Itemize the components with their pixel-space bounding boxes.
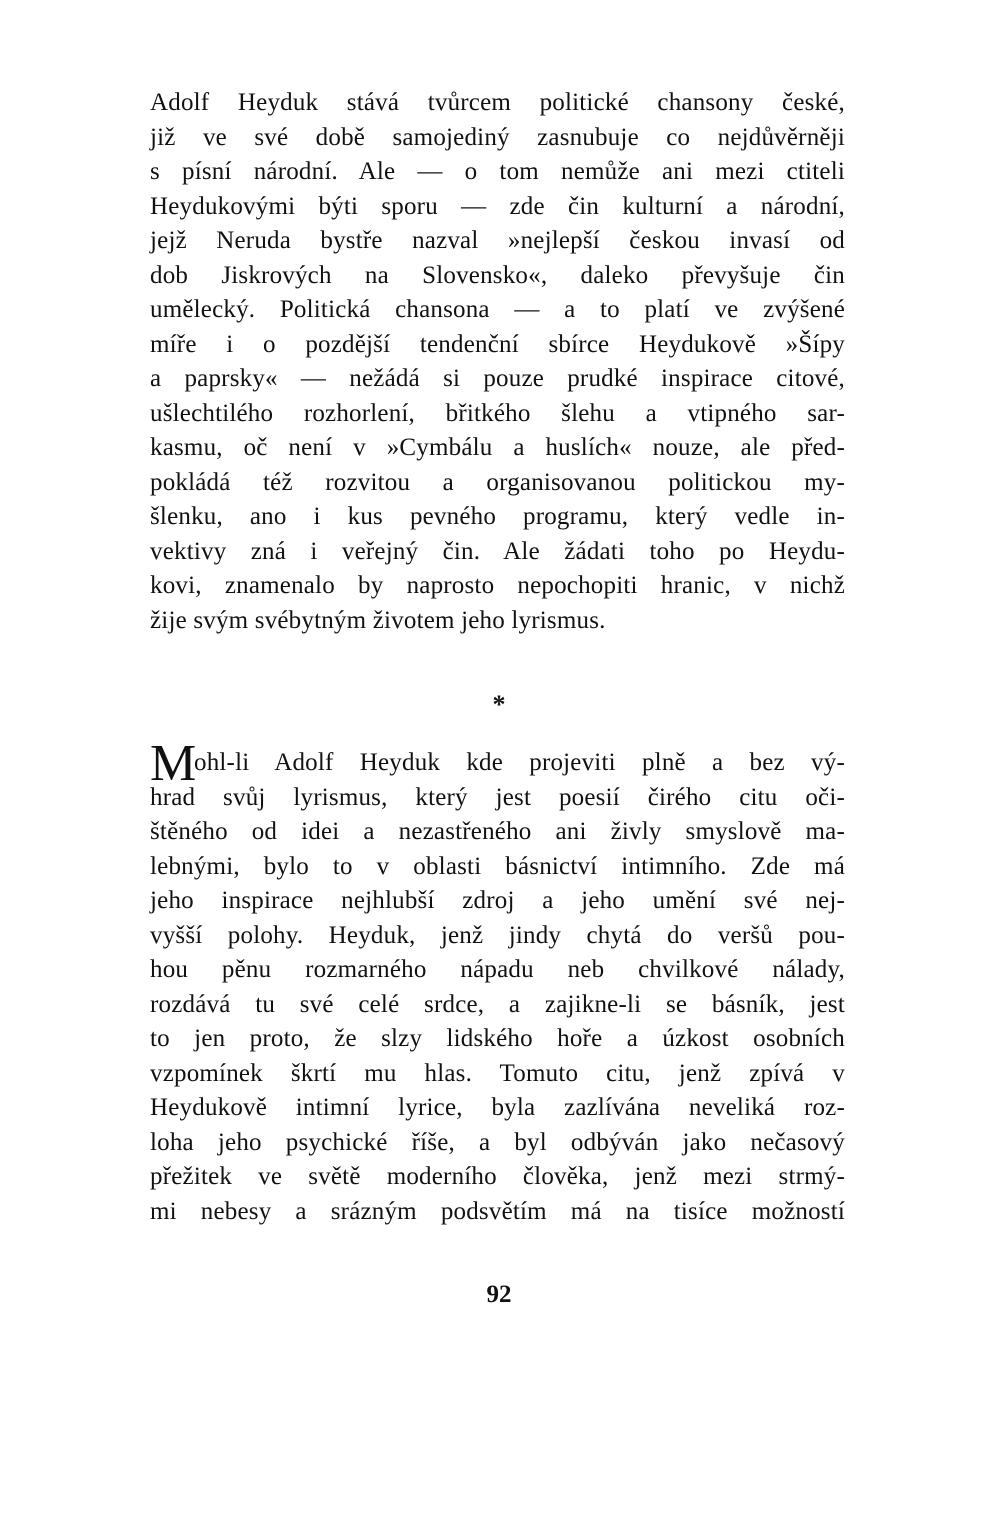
- text-line: kasmu, oč není v »Cymbálu a huslích« nouze, ale před-: [150, 434, 845, 461]
- text-line: jeho inspirace nejhlubší zdroj a jeho umění své nej-: [150, 887, 845, 914]
- text-line: ušlechtilého rozhorlení, břitkého šlehu a vtipného sar-: [150, 399, 845, 427]
- text-line: dob Jiskrových na Slovensko«, daleko převyšuje čin: [150, 261, 845, 289]
- text-line: již ve své době samojediný zasnubuje co nejdůvěrněji: [150, 123, 845, 151]
- text-line: míře i o pozdější tendenční sbírce Heydukově »Šípy: [150, 330, 845, 358]
- text-line: a paprsky« — nežádá si pouze prudké inspirace citové,: [150, 365, 845, 392]
- first-text-line: [150, 735, 845, 792]
- text-line: loha jeho psychické říše, a byl odbýván jako nečasový: [150, 1128, 845, 1156]
- text-line: jejž Neruda bystře nazval »nejlepší českou invasí od: [150, 227, 845, 254]
- paragraph-heyduk-intimate-lyricism: [150, 735, 845, 1229]
- paragraph-heyduk-political-chansons: [150, 86, 845, 638]
- text-line: Heydukově intimní lyrice, byla zazlívána neveliká roz-: [150, 1094, 845, 1121]
- text-line: to jen proto, že slzy lidského hoře a úzkost osobních: [150, 1025, 845, 1052]
- first-line-text: ohl-li Adolf Heyduk kde projeviti plně a bez vý-: [194, 749, 845, 776]
- text-line: umělecký. Politická chansona — a to platí ve zvýšené: [150, 296, 845, 323]
- text-line: vyšší polohy. Heyduk, jenž jindy chytá do veršů pou-: [150, 921, 845, 949]
- text-line: vektivy zná i veřejný čin. Ale žádati toho po Heydu-: [150, 537, 845, 565]
- text-line: lebnými, bylo to v oblasti básnictví intimního. Zde má: [150, 852, 845, 880]
- text-line: mi nebesy a srázným podsvětím má na tisíce možností: [150, 1197, 845, 1225]
- text-line: šlenku, ano i kus pevného programu, který vedle in-: [150, 503, 845, 530]
- text-line: přežitek ve světě moderního člověka, jenž mezi strmý-: [150, 1163, 845, 1190]
- text-line: kovi, znamenalo by naprosto nepochopiti hranic, v nichž: [150, 572, 845, 599]
- text-line: Heydukovými býti sporu — zde čin kulturní a národní,: [150, 192, 845, 220]
- text-line: štěného od idei a nezastřeného ani živly smyslově ma-: [150, 818, 845, 845]
- text-line: vzpomínek škrtí mu hlas. Tomuto citu, jenž zpívá v: [150, 1059, 845, 1087]
- drop-cap: M: [150, 735, 197, 792]
- page-number: 92: [486, 1281, 512, 1308]
- text-line: s písní národní. Ale — o tom nemůže ani mezi ctiteli: [150, 158, 845, 185]
- text-line: žije svým svébytným životem jeho lyrismus.: [150, 606, 606, 634]
- text-line: hou pěnu rozmarného nápadu neb chvilkové nálady,: [150, 956, 845, 983]
- text-line: Adolf Heyduk stává tvůrcem politické chansony české,: [150, 89, 845, 116]
- text-line: hrad svůj lyrismus, který jest poesií čirého citu oči-: [150, 783, 845, 811]
- text-line: rozdává tu své celé srdce, a zajikne-li se básník, jest: [150, 990, 845, 1018]
- section-separator: *: [492, 690, 506, 719]
- text-line: pokládá též rozvitou a organisovanou politickou my-: [150, 468, 845, 496]
